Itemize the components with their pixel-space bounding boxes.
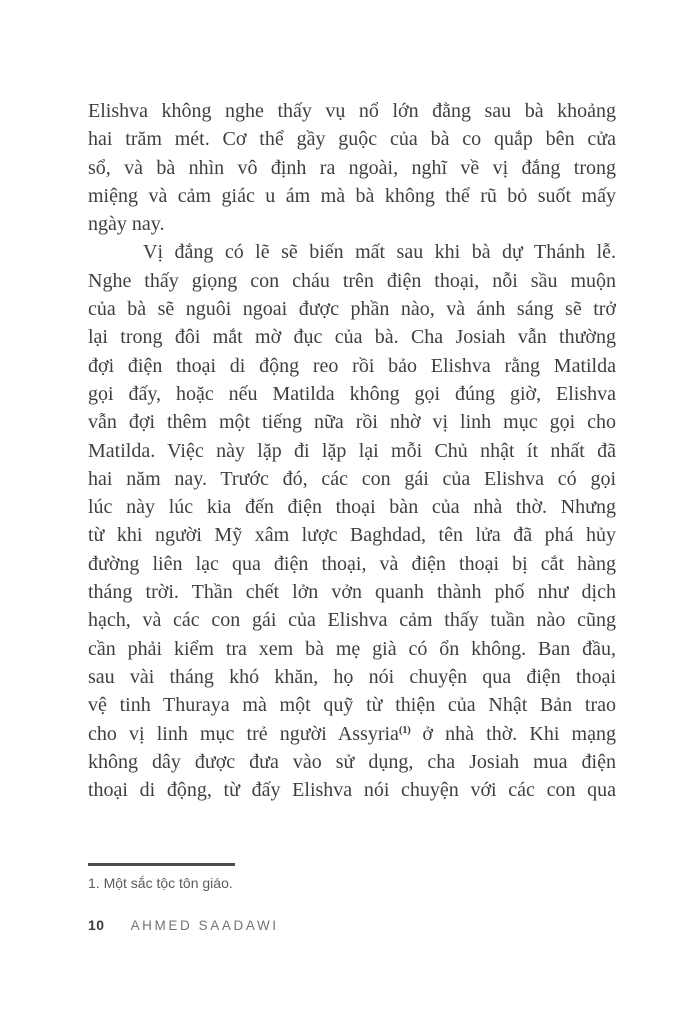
- text-line: vệ tinh Thuraya mà một quỹ từ thiện của Nhật Bản trao: [88, 694, 616, 717]
- page-footer: [88, 917, 279, 933]
- page-number: 10: [88, 917, 105, 933]
- text-line: không dây được đưa vào sử dụng, cha Josiah mua điện: [88, 750, 616, 773]
- text-line: Elishva không nghe thấy vụ nổ lớn đằng sau bà khoảng: [88, 100, 616, 122]
- text-line: gọi đấy, hoặc nếu Matilda không gọi đúng giờ, Elishva: [88, 382, 616, 405]
- text-line: hai trăm mét. Cơ thể gầy guộc của bà co quắp bên cửa: [88, 128, 616, 151]
- text-line: Matilda. Việc này lặp đi lặp lại mỗi Chủ nhật ít nhất đã: [88, 439, 616, 462]
- text-line: tháng trời. Thần chết lởn vởn quanh thành phố như dịch: [88, 581, 616, 604]
- text-line: hai năm nay. Trước đó, các con gái của Elishva có gọi: [88, 467, 616, 490]
- text-line: sổ, và bà nhìn vô định ra ngoài, nghĩ về vị đắng trong: [88, 156, 616, 179]
- text-line: miệng và cảm giác u ám mà bà không thể rũ bỏ suốt mấy: [88, 184, 616, 207]
- text-line: Vị đắng có lẽ sẽ biến mất sau khi bà dự Thánh lễ.: [143, 241, 616, 264]
- text-line: đường liên lạc qua điện thoại, và điện thoại bị cắt hàng: [88, 552, 616, 575]
- text-line: sau vài tháng khó khăn, họ nói chuyện qua điện thoại: [88, 665, 616, 688]
- footnote-divider: [88, 863, 235, 866]
- text-line: lúc này lúc kia đến điện thoại bàn của nhà thờ. Nhưng: [88, 496, 616, 519]
- running-footer-author: AHMED SAADAWI: [130, 918, 279, 933]
- text-line: cho vị linh mục trẻ người Assyria$^{(1)}$ ở nhà thờ. Khi mạng: [88, 722, 616, 745]
- text-line: vẫn đợi thêm một tiếng nữa rồi nhờ vị linh mục gọi cho: [88, 411, 616, 434]
- text-line: từ khi người Mỹ xâm lược Baghdad, tên lửa đã phá hủy: [88, 524, 616, 547]
- text-line: thoại di động, từ đấy Elishva nói chuyện với các con qua: [88, 779, 616, 802]
- text-line: hạch, và các con gái của Elishva cảm thấy tuần nào cũng: [88, 609, 616, 632]
- footnote-text: 1. Một sắc tộc tôn giáo.: [88, 875, 233, 891]
- text-line: của bà sẽ nguôi ngoai được phần nào, và ánh sáng sẽ trở: [88, 298, 616, 321]
- text-line: ngày nay.: [88, 213, 165, 236]
- text-line: lại trong đôi mắt mờ đục của bà. Cha Josiah vẫn thường: [88, 326, 616, 349]
- footnote-reference-marker: (1): [398, 723, 411, 736]
- body-text: [88, 97, 616, 804]
- text-line: cần phải kiểm tra xem bà mẹ già có ổn không. Ban đầu,: [88, 637, 616, 660]
- text-line: đợi điện thoại di động reo rồi bảo Elishva rằng Matilda: [88, 354, 616, 377]
- text-line: Nghe thấy giọng con cháu trên điện thoại, nỗi sầu muộn: [88, 269, 616, 292]
